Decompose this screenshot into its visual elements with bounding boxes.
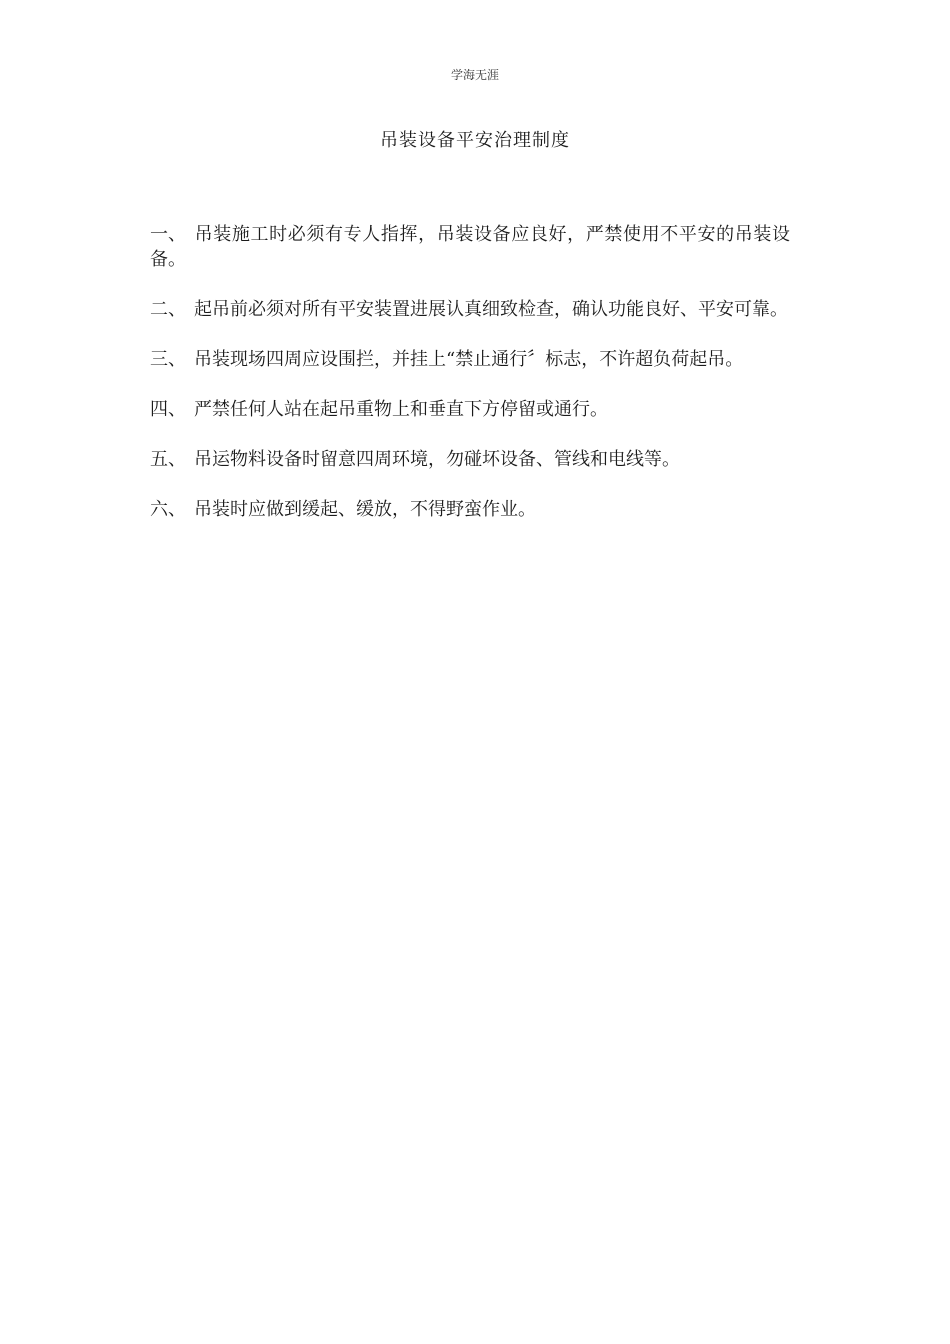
rule-item-2: [150, 297, 790, 322]
rule-text: 吊运物料设备时留意四周环境，勿碰坏设备、管线和电线等。: [194, 449, 680, 470]
rule-item-4: [150, 397, 790, 422]
rules-list: [150, 222, 790, 547]
document-title: 吊装设备平安治理制度: [380, 130, 570, 151]
rule-text: 吊装时应做到缓起、缓放，不得野蛮作业。: [194, 499, 536, 520]
rule-item-3: [150, 347, 790, 372]
rule-text: 吊装施工时必须有专人指挥，吊装设备应良好，严禁使用不平安的吊装设备。: [150, 224, 790, 270]
rule-number: 二、: [150, 299, 186, 320]
rule-number: 三、: [150, 349, 186, 370]
rule-number: 六、: [150, 499, 186, 520]
rule-text: 严禁任何人站在起吊重物上和垂直下方停留或通行。: [194, 399, 608, 420]
rule-number: 一、: [150, 224, 186, 245]
rule-text: 吊装现场四周应设围拦，并挂上“禁止通行〞标志，不许超负荷起吊。: [194, 349, 744, 370]
page-header: 学海无涯: [450, 68, 499, 82]
rule-number: 五、: [150, 449, 186, 470]
rule-item-5: [150, 447, 790, 472]
rule-item-6: [150, 497, 790, 522]
rule-text: 起吊前必须对所有平安装置进展认真细致检查，确认功能良好、平安可靠。: [194, 299, 788, 320]
rule-number: 四、: [150, 399, 186, 420]
rule-item-1: [150, 222, 790, 272]
